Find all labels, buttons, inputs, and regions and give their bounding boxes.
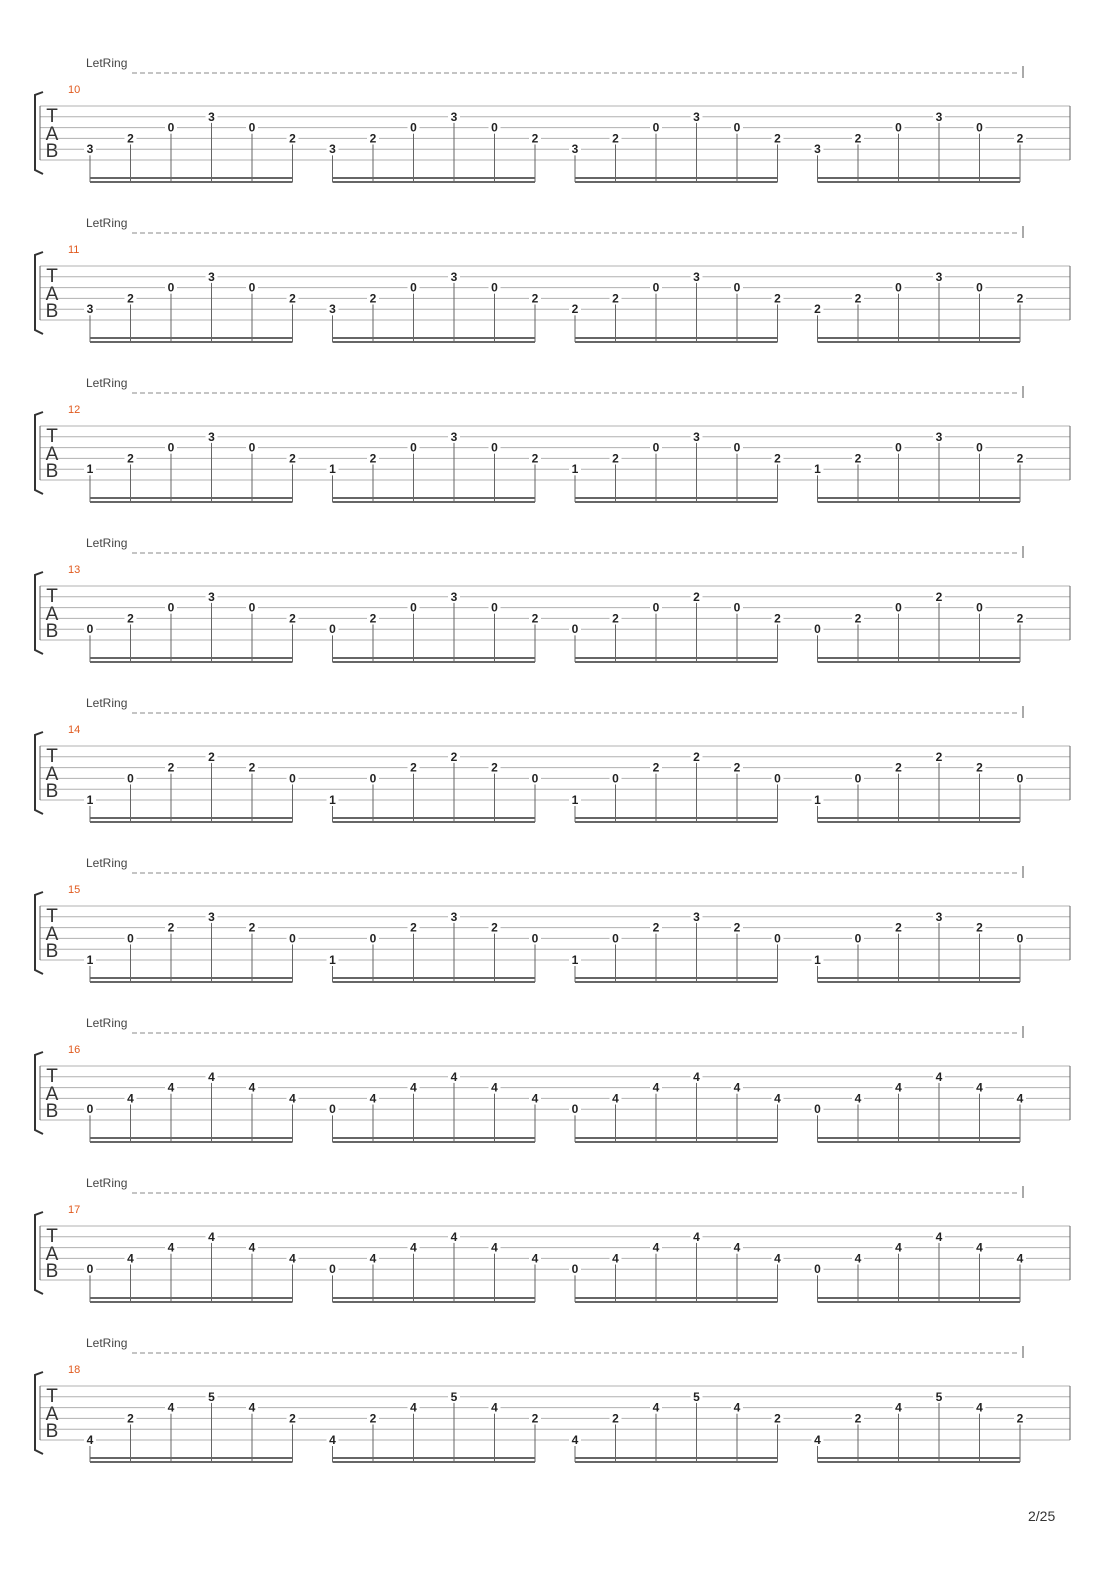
tab-clef-letter: T — [46, 266, 58, 287]
fret-number: 3 — [208, 109, 215, 124]
fret-number: 2 — [854, 291, 862, 306]
fret-number: 0 — [895, 120, 902, 135]
fret-number: 2 — [369, 611, 377, 626]
tab-clef-letter: B — [45, 1421, 59, 1442]
fret-number: 0 — [491, 440, 498, 455]
fret-number: 4 — [733, 1240, 741, 1255]
fret-number: 2 — [127, 131, 134, 146]
fret-number: 2 — [1016, 611, 1024, 626]
fret-number: 0 — [814, 622, 821, 637]
fret-number: 4 — [248, 1240, 256, 1255]
tab-clef-letter: T — [46, 1226, 58, 1247]
fret-number: 0 — [248, 120, 256, 135]
fret-number: 2 — [491, 760, 498, 775]
fret-number: 2 — [854, 131, 862, 146]
tab-clef-letter: B — [45, 1101, 59, 1122]
fret-number: 4 — [693, 1069, 700, 1084]
fret-number: 2 — [814, 302, 821, 317]
fret-number: 0 — [491, 280, 498, 295]
fret-number: 2 — [652, 760, 660, 775]
fret-number: 4 — [127, 1251, 134, 1266]
measure-number: 13 — [68, 564, 81, 576]
fret-number: 3 — [86, 302, 94, 317]
fret-number: 2 — [127, 1411, 134, 1426]
fret-number: 0 — [652, 600, 660, 615]
fret-number: 1 — [571, 793, 579, 807]
tab-clef-letter: T — [46, 1066, 58, 1087]
fret-number: 0 — [814, 1102, 821, 1117]
fret-number: 2 — [571, 302, 579, 317]
fret-number: 3 — [693, 109, 700, 124]
fret-number: 4 — [612, 1251, 619, 1266]
fret-number: 0 — [1016, 931, 1024, 946]
fret-number: 0 — [491, 600, 498, 615]
tab-clef-letter: B — [45, 1261, 59, 1282]
fret-number: 2 — [774, 291, 781, 306]
fret-number: 1 — [86, 462, 94, 477]
fret-number: 4 — [976, 1240, 983, 1255]
fret-number: 0 — [127, 771, 134, 786]
fret-number: 3 — [450, 109, 458, 124]
fret-number: 4 — [329, 1433, 336, 1447]
fret-number: 2 — [531, 1411, 539, 1426]
fret-number: 2 — [612, 611, 619, 626]
measure-number: 15 — [68, 884, 81, 896]
fret-number: 5 — [450, 1389, 458, 1404]
fret-number: 5 — [693, 1389, 700, 1404]
fret-number: 3 — [208, 909, 215, 924]
fret-number: 2 — [248, 760, 256, 775]
tab-clef-letter: A — [45, 1404, 59, 1425]
fret-number: 0 — [895, 440, 902, 455]
measure-number: 16 — [68, 1044, 81, 1056]
measure-number: 14 — [68, 724, 81, 736]
fret-number: 3 — [935, 429, 943, 444]
fret-number: 3 — [571, 142, 579, 157]
fret-number: 2 — [208, 749, 215, 764]
fret-number: 4 — [450, 1229, 458, 1244]
fret-number: 4 — [774, 1091, 781, 1106]
fret-number: 0 — [369, 771, 377, 786]
fret-number: 2 — [167, 760, 175, 775]
fret-number: 0 — [854, 931, 862, 946]
measure-number: 10 — [68, 84, 81, 96]
fret-number: 4 — [571, 1433, 579, 1447]
fret-number: 4 — [935, 1229, 943, 1244]
fret-number: 2 — [369, 451, 377, 466]
let-ring-label: LetRing — [86, 536, 128, 550]
fret-number: 3 — [935, 109, 943, 124]
fret-number: 0 — [895, 600, 902, 615]
fret-number: 0 — [571, 622, 579, 637]
let-ring-label: LetRing — [86, 696, 128, 710]
let-ring-label: LetRing — [86, 1336, 128, 1350]
fret-number: 2 — [1016, 451, 1024, 466]
fret-number: 4 — [289, 1091, 296, 1106]
fret-number: 4 — [976, 1400, 983, 1415]
fret-number: 4 — [167, 1080, 175, 1095]
let-ring-label: LetRing — [86, 1176, 128, 1190]
fret-number: 0 — [329, 1262, 336, 1277]
fret-number: 0 — [733, 440, 741, 455]
fret-number: 3 — [693, 909, 700, 924]
fret-number: 4 — [491, 1080, 498, 1095]
fret-number: 2 — [693, 589, 700, 604]
fret-number: 4 — [531, 1251, 539, 1266]
fret-number: 0 — [127, 931, 134, 946]
fret-number: 0 — [248, 600, 256, 615]
fret-number: 2 — [976, 760, 983, 775]
fret-number: 2 — [895, 760, 902, 775]
page-number: 2/25 — [1028, 1508, 1056, 1524]
fret-number: 2 — [410, 920, 417, 935]
fret-number: 0 — [733, 120, 741, 135]
fret-number: 4 — [1016, 1251, 1024, 1266]
system-bracket — [35, 572, 43, 654]
fret-number: 4 — [895, 1400, 902, 1415]
fret-number: 0 — [167, 120, 175, 135]
fret-number: 3 — [329, 142, 336, 157]
fret-number: 2 — [1016, 291, 1024, 306]
fret-number: 1 — [329, 793, 336, 807]
fret-number: 0 — [167, 440, 175, 455]
tab-clef-letter: T — [46, 586, 58, 607]
fret-number: 0 — [652, 440, 660, 455]
fret-number: 4 — [652, 1400, 660, 1415]
fret-number: 2 — [127, 291, 134, 306]
system-bracket — [35, 252, 43, 334]
tab-clef-letter: T — [46, 1386, 58, 1407]
fret-number: 0 — [491, 120, 498, 135]
fret-number: 0 — [531, 931, 539, 946]
tab-clef-letter: T — [46, 106, 58, 127]
system-bracket — [35, 1372, 43, 1454]
fret-number: 4 — [289, 1251, 296, 1266]
fret-number: 1 — [814, 462, 821, 477]
system-bracket — [35, 1212, 43, 1294]
tab-clef-letter: B — [45, 941, 59, 962]
fret-number: 4 — [612, 1091, 619, 1106]
fret-number: 2 — [854, 1411, 862, 1426]
measure-number: 11 — [68, 244, 80, 256]
fret-number: 3 — [814, 142, 821, 157]
fret-number: 0 — [531, 771, 539, 786]
system-bracket — [35, 412, 43, 494]
fret-number: 2 — [774, 611, 781, 626]
fret-number: 2 — [127, 611, 134, 626]
fret-number: 1 — [571, 953, 579, 967]
fret-number: 2 — [289, 1411, 296, 1426]
fret-number: 2 — [410, 760, 417, 775]
fret-number: 2 — [733, 760, 741, 775]
tab-clef-letter: A — [45, 924, 59, 945]
fret-number: 3 — [208, 589, 215, 604]
fret-number: 0 — [976, 280, 983, 295]
fret-number: 1 — [814, 953, 821, 967]
let-ring-label: LetRing — [86, 216, 128, 230]
fret-number: 3 — [208, 429, 215, 444]
fret-number: 0 — [571, 1102, 579, 1117]
tab-clef-letter: B — [45, 141, 59, 162]
fret-number: 3 — [450, 269, 458, 284]
fret-number: 4 — [976, 1080, 983, 1095]
fret-number: 4 — [410, 1400, 417, 1415]
fret-number: 0 — [1016, 771, 1024, 786]
tab-clef-letter: B — [45, 461, 59, 482]
system-bracket — [35, 92, 43, 174]
fret-number: 0 — [86, 622, 94, 637]
fret-number: 0 — [895, 280, 902, 295]
fret-number: 1 — [329, 462, 336, 477]
system-bracket — [35, 892, 43, 974]
fret-number: 4 — [1016, 1091, 1024, 1106]
fret-number: 1 — [571, 462, 579, 477]
fret-number: 4 — [814, 1433, 821, 1447]
measure-number: 18 — [68, 1364, 81, 1376]
tab-clef-letter: A — [45, 604, 59, 625]
fret-number: 0 — [167, 600, 175, 615]
fret-number: 3 — [329, 302, 336, 317]
fret-number: 2 — [1016, 1411, 1024, 1426]
fret-number: 2 — [127, 451, 134, 466]
tab-clef-letter: A — [45, 1084, 59, 1105]
tab-clef-letter: T — [46, 426, 58, 447]
fret-number: 4 — [652, 1080, 660, 1095]
fret-number: 2 — [733, 920, 741, 935]
let-ring-label: LetRing — [86, 1016, 128, 1030]
fret-number: 0 — [167, 280, 175, 295]
fret-number: 4 — [167, 1240, 175, 1255]
tab-clef-letter: A — [45, 764, 59, 785]
fret-number: 4 — [248, 1080, 256, 1095]
fret-number: 4 — [935, 1069, 943, 1084]
fret-number: 0 — [410, 600, 417, 615]
fret-number: 3 — [935, 269, 943, 284]
fret-number: 2 — [289, 611, 296, 626]
fret-number: 0 — [774, 771, 781, 786]
fret-number: 0 — [733, 600, 741, 615]
fret-number: 2 — [895, 920, 902, 935]
fret-number: 1 — [329, 953, 336, 967]
fret-number: 0 — [612, 931, 619, 946]
fret-number: 2 — [450, 749, 458, 764]
fret-number: 1 — [86, 953, 94, 967]
fret-number: 2 — [369, 1411, 377, 1426]
fret-number: 0 — [410, 280, 417, 295]
fret-number: 0 — [612, 771, 619, 786]
fret-number: 2 — [531, 451, 539, 466]
fret-number: 4 — [733, 1080, 741, 1095]
fret-number: 4 — [167, 1400, 175, 1415]
fret-number: 2 — [289, 131, 296, 146]
tab-clef-letter: B — [45, 301, 59, 322]
fret-number: 0 — [774, 931, 781, 946]
tab-clef-letter: T — [46, 746, 58, 767]
let-ring-label: LetRing — [86, 56, 128, 70]
fret-number: 0 — [652, 120, 660, 135]
tab-clef-letter: A — [45, 284, 59, 305]
fret-number: 2 — [531, 611, 539, 626]
fret-number: 4 — [369, 1091, 377, 1106]
fret-number: 2 — [774, 451, 781, 466]
fret-number: 4 — [86, 1433, 94, 1447]
fret-number: 4 — [410, 1080, 417, 1095]
tab-clef-letter: B — [45, 621, 59, 642]
fret-number: 2 — [289, 451, 296, 466]
fret-number: 0 — [289, 771, 296, 786]
fret-number: 2 — [652, 920, 660, 935]
tab-clef-letter: B — [45, 781, 59, 802]
fret-number: 3 — [450, 589, 458, 604]
fret-number: 2 — [976, 920, 983, 935]
fret-number: 2 — [491, 920, 498, 935]
fret-number: 2 — [369, 291, 377, 306]
fret-number: 2 — [854, 451, 862, 466]
fret-number: 0 — [571, 1262, 579, 1277]
fret-number: 0 — [854, 771, 862, 786]
fret-number: 4 — [531, 1091, 539, 1106]
let-ring-label: LetRing — [86, 376, 128, 390]
fret-number: 3 — [450, 909, 458, 924]
fret-number: 5 — [935, 1389, 943, 1404]
fret-number: 4 — [895, 1240, 902, 1255]
fret-number: 2 — [693, 749, 700, 764]
fret-number: 2 — [369, 131, 377, 146]
fret-number: 3 — [86, 142, 94, 157]
system-bracket — [35, 1052, 43, 1134]
fret-number: 4 — [693, 1229, 700, 1244]
fret-number: 2 — [1016, 131, 1024, 146]
fret-number: 3 — [208, 269, 215, 284]
fret-number: 0 — [86, 1102, 94, 1117]
fret-number: 2 — [167, 920, 175, 935]
fret-number: 2 — [935, 589, 943, 604]
fret-number: 4 — [369, 1251, 377, 1266]
fret-number: 2 — [531, 131, 539, 146]
fret-number: 1 — [814, 793, 821, 807]
fret-number: 0 — [733, 280, 741, 295]
fret-number: 0 — [369, 931, 377, 946]
fret-number: 4 — [854, 1091, 862, 1106]
fret-number: 4 — [127, 1091, 134, 1106]
fret-number: 4 — [208, 1229, 215, 1244]
tab-clef-letter: T — [46, 906, 58, 927]
fret-number: 2 — [935, 749, 943, 764]
fret-number: 3 — [935, 909, 943, 924]
fret-number: 4 — [774, 1251, 781, 1266]
fret-number: 0 — [410, 440, 417, 455]
fret-number: 2 — [248, 920, 256, 935]
fret-number: 2 — [774, 131, 781, 146]
fret-number: 0 — [289, 931, 296, 946]
let-ring-label: LetRing — [86, 856, 128, 870]
fret-number: 4 — [733, 1400, 741, 1415]
fret-number: 4 — [895, 1080, 902, 1095]
fret-number: 4 — [491, 1240, 498, 1255]
fret-number: 3 — [450, 429, 458, 444]
fret-number: 3 — [693, 429, 700, 444]
fret-number: 0 — [329, 1102, 336, 1117]
fret-number: 2 — [612, 451, 619, 466]
fret-number: 2 — [612, 131, 619, 146]
fret-number: 4 — [854, 1251, 862, 1266]
fret-number: 2 — [531, 291, 539, 306]
fret-number: 0 — [329, 622, 336, 637]
fret-number: 4 — [652, 1240, 660, 1255]
fret-number: 4 — [208, 1069, 215, 1084]
tab-clef-letter: A — [45, 1244, 59, 1265]
fret-number: 2 — [289, 291, 296, 306]
fret-number: 0 — [410, 120, 417, 135]
fret-number: 2 — [612, 1411, 619, 1426]
fret-number: 1 — [86, 793, 94, 807]
fret-number: 0 — [86, 1262, 94, 1277]
fret-number: 4 — [450, 1069, 458, 1084]
fret-number: 0 — [976, 600, 983, 615]
measure-number: 12 — [68, 404, 81, 416]
fret-number: 4 — [410, 1240, 417, 1255]
fret-number: 4 — [248, 1400, 256, 1415]
fret-number: 2 — [612, 291, 619, 306]
fret-number: 2 — [774, 1411, 781, 1426]
system-bracket — [35, 732, 43, 814]
measure-number: 17 — [68, 1204, 81, 1216]
fret-number: 0 — [976, 440, 983, 455]
fret-number: 0 — [248, 280, 256, 295]
tab-clef-letter: A — [45, 124, 59, 145]
fret-number: 0 — [814, 1262, 821, 1277]
fret-number: 2 — [854, 611, 862, 626]
fret-number: 4 — [491, 1400, 498, 1415]
fret-number: 0 — [652, 280, 660, 295]
fret-number: 5 — [208, 1389, 215, 1404]
tab-clef-letter: A — [45, 444, 59, 465]
fret-number: 0 — [976, 120, 983, 135]
fret-number: 0 — [248, 440, 256, 455]
fret-number: 3 — [693, 269, 700, 284]
